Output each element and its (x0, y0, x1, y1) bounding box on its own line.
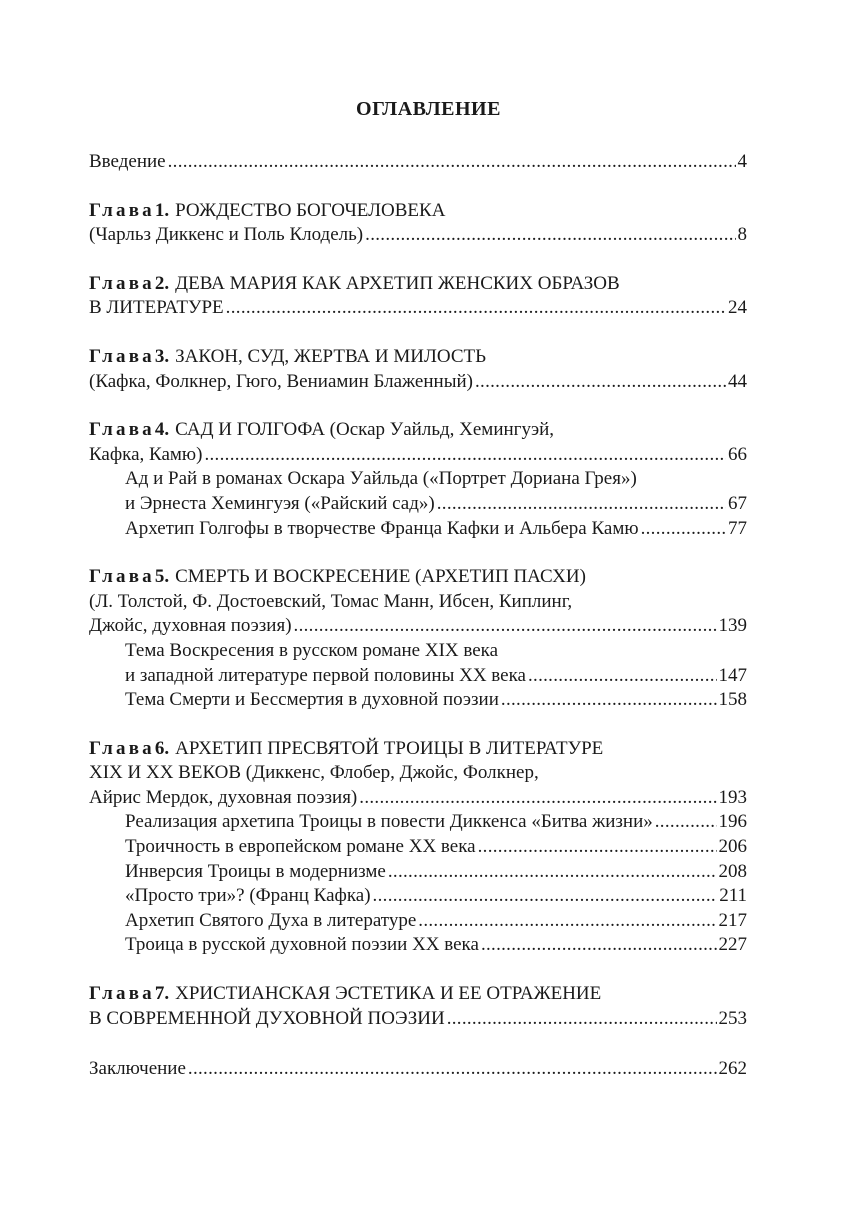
page-number: 208 (718, 860, 747, 882)
subsection-title-line: и западной литературе первой половины XX века (125, 664, 526, 686)
toc-entry-chapter-3 (89, 345, 747, 370)
subsection-title-line: Архетип Святого Духа в литературе (125, 909, 417, 931)
leader-dots (481, 933, 717, 958)
subsection-title-line: и Эрнеста Хемингуэя («Райский сад») (125, 492, 435, 514)
leader-dots (188, 1057, 717, 1082)
page-number: 158 (718, 689, 747, 711)
section-gap (89, 394, 747, 418)
chapter-title-line: САД И ГОЛГОФА (Оскар Уайльд, Хемингуэй, (175, 419, 555, 441)
leader-dots (478, 835, 717, 860)
chapter-number: 4. (154, 419, 170, 441)
toc-entry-chapter-7 (89, 1007, 747, 1032)
chapter-number: 3. (154, 345, 170, 367)
chapter-number: 2. (154, 272, 170, 294)
section-gap (89, 248, 747, 272)
leader-dots (447, 1007, 717, 1032)
toc-subsection (89, 467, 747, 492)
chapter-number: 7. (154, 983, 170, 1005)
table-of-contents (89, 150, 747, 1082)
chapter-number: 5. (154, 566, 170, 588)
leader-dots (437, 492, 726, 517)
leader-dots (418, 909, 716, 934)
toc-subsection (89, 492, 747, 517)
chapter-title-line: РОЖДЕСТВО БОГОЧЕЛОВЕКА (175, 199, 446, 221)
chapter-title-line: (Кафка, Фолкнер, Гюго, Вениамин Блаженный) (89, 370, 473, 392)
subsection-title-line: Троица в русской духовной поэзии XX века (125, 934, 479, 956)
leader-dots (475, 370, 726, 395)
chapter-title-line: СМЕРТЬ И ВОСКРЕСЕНИЕ (АРХЕТИП ПАСХИ) (175, 566, 586, 588)
toc-entry-chapter-6 (89, 786, 747, 811)
chapter-title-line: ХРИСТИАНСКАЯ ЭСТЕТИКА И ЕЕ ОТРАЖЕНИЕ (175, 983, 602, 1005)
subsection-title-line: Тема Смерти и Бессмертия в духовной поэзии (125, 689, 499, 711)
section-gap (89, 958, 747, 982)
chapter-title-line: Джойс, духовная поэзия) (89, 615, 292, 637)
chapter-title-line: Айрис Мердок, духовная поэзия) (89, 786, 358, 808)
page-number: 44 (728, 370, 747, 392)
toc-subsection (89, 688, 747, 713)
toc-entry-chapter-2 (89, 272, 747, 297)
toc-subsection (89, 639, 747, 664)
subsection-title-line: Троичность в европейском романе XX века (125, 836, 476, 858)
toc-entry-chapter-2 (89, 296, 747, 321)
chapter-label: Глава (89, 272, 155, 294)
leader-dots (365, 223, 735, 248)
chapter-title-line: В СОВРЕМЕННОЙ ДУХОВНОЙ ПОЭЗИИ (89, 1007, 445, 1029)
page-number: 77 (728, 517, 747, 539)
section-gap (89, 541, 747, 565)
toc-entry-chapter-6 (89, 737, 747, 762)
page-title: ОГЛАВЛЕНИЕ (356, 98, 501, 120)
subsection-title-line: «Просто три»? (Франц Кафка) (125, 885, 371, 907)
entry-text: Заключение (89, 1058, 186, 1080)
page-number: 196 (718, 811, 747, 833)
leader-dots (641, 517, 726, 542)
toc-entry-chapter-1 (89, 199, 747, 224)
leader-dots (373, 884, 718, 909)
chapter-label: Глава (89, 419, 155, 441)
leader-dots (655, 810, 717, 835)
page-number: 139 (718, 615, 747, 637)
toc-entry-chapter-5 (89, 590, 747, 615)
page-number: 206 (718, 836, 747, 858)
toc-entry-chapter-5 (89, 614, 747, 639)
leader-dots (204, 443, 726, 468)
leader-dots (359, 786, 716, 811)
section-gap (89, 321, 747, 345)
chapter-label: Глава (89, 983, 155, 1005)
page-number: 24 (728, 297, 747, 319)
page-number: 217 (718, 909, 747, 931)
leader-dots (528, 664, 717, 689)
toc-entry-conclusion (89, 1057, 747, 1082)
subsection-title-line: Реализация архетипа Троицы в повести Диккенса «Битва жизни» (125, 811, 653, 833)
leader-dots (168, 150, 736, 175)
chapter-title-line: XIX И XX ВЕКОВ (Диккенс, Флобер, Джойс, Фолкнер, (89, 762, 539, 784)
subsection-title-line: Инверсия Троицы в модернизме (125, 860, 386, 882)
chapter-label: Глава (89, 199, 155, 221)
toc-subsection (89, 517, 747, 542)
toc-entry-chapter-4 (89, 443, 747, 468)
subsection-title-line: Архетип Голгофы в творчестве Франца Кафки и Альбера Камю (125, 517, 639, 539)
chapter-number: 6. (154, 737, 170, 759)
section-gap (89, 175, 747, 199)
page-number: 147 (718, 664, 747, 686)
page-number: 262 (718, 1058, 747, 1080)
page-number: 66 (728, 443, 747, 465)
page-number: 8 (737, 224, 747, 246)
toc-subsection (89, 835, 747, 860)
toc-entry-intro (89, 150, 747, 175)
toc-entry-chapter-6 (89, 761, 747, 786)
subsection-title-line: Тема Воскресения в русском романе XIX века (125, 639, 499, 661)
toc-subsection (89, 810, 747, 835)
chapter-title-line: (Чарльз Диккенс и Поль Клодель) (89, 224, 364, 246)
chapter-label: Глава (89, 737, 155, 759)
chapter-title-line: АРХЕТИП ПРЕСВЯТОЙ ТРОИЦЫ В ЛИТЕРАТУРЕ (175, 737, 604, 759)
page-number: 4 (737, 151, 747, 172)
toc-entry-chapter-1 (89, 223, 747, 248)
page-number: 67 (728, 492, 747, 514)
chapter-number: 1. (154, 199, 170, 221)
chapter-title-line: ДЕВА МАРИЯ КАК АРХЕТИП ЖЕНСКИХ ОБРАЗОВ (175, 272, 620, 294)
toc-subsection (89, 860, 747, 885)
toc-subsection (89, 909, 747, 934)
chapter-label: Глава (89, 345, 155, 367)
subsection-title-line: Ад и Рай в романах Оскара Уайльда («Портрет Дориана Грея») (125, 468, 637, 490)
entry-text: Введение (89, 151, 166, 172)
page-number: 253 (718, 1007, 747, 1029)
toc-entry-chapter-3 (89, 370, 747, 395)
section-gap (89, 1031, 747, 1057)
leader-dots (226, 296, 726, 321)
chapter-label: Глава (89, 566, 155, 588)
toc-subsection (89, 884, 747, 909)
chapter-title-line: (Л. Толстой, Ф. Достоевский, Томас Манн, Ибсен, Киплинг, (89, 590, 573, 612)
chapter-title-line: Кафка, Камю) (89, 443, 203, 465)
leader-dots (388, 860, 717, 885)
toc-entry-chapter-4 (89, 418, 747, 443)
chapter-title-line: В ЛИТЕРАТУРЕ (89, 297, 224, 319)
toc-entry-chapter-7 (89, 982, 747, 1007)
section-gap (89, 713, 747, 737)
toc-entry-chapter-5 (89, 565, 747, 590)
toc-subsection (89, 933, 747, 958)
chapter-title-line: ЗАКОН, СУД, ЖЕРТВА И МИЛОСТЬ (175, 345, 487, 367)
page-number: 211 (719, 885, 747, 907)
page-number: 227 (718, 934, 747, 956)
leader-dots (501, 688, 717, 713)
page-number: 193 (718, 786, 747, 808)
leader-dots (294, 614, 717, 639)
toc-subsection (89, 664, 747, 689)
